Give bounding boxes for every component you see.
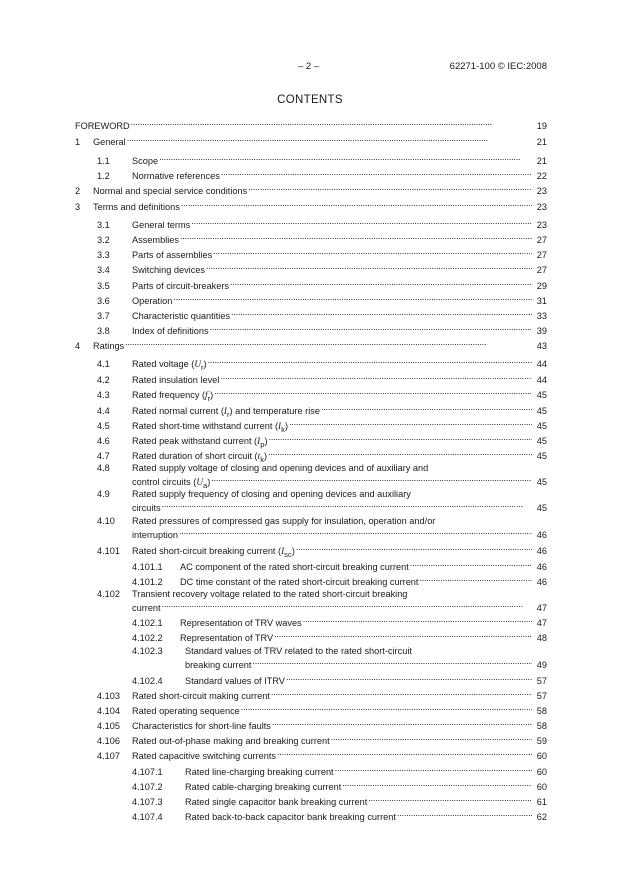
toc-entry[interactable]	[75, 543, 547, 560]
toc-entry[interactable]	[75, 308, 547, 322]
toc-entry[interactable]	[75, 168, 547, 182]
toc-entry[interactable]	[75, 809, 547, 823]
toc-entry[interactable]	[75, 387, 547, 404]
toc-title: Rated frequency (	[132, 390, 206, 400]
toc-page: 61	[536, 797, 547, 807]
toc-title: Parts of circuit-breakers	[132, 281, 230, 291]
toc-page: 29	[536, 281, 547, 291]
toc-title: Standard values of ITRV	[185, 676, 285, 686]
document-reference: 62271-100 © IEC:2008	[449, 61, 547, 72]
toc-entry[interactable]	[75, 372, 547, 386]
toc-number: 4.3	[97, 390, 110, 400]
toc-page: 46	[536, 562, 547, 572]
symbol: f	[205, 390, 208, 400]
toc-title: Representation of TRV	[180, 633, 274, 643]
toc-page: 58	[536, 706, 547, 716]
toc-title-suffix: )	[291, 546, 295, 556]
toc-number: 4.2	[97, 375, 110, 385]
toc-number: 4.107.1	[132, 767, 163, 777]
toc-title: Switching devices	[132, 265, 206, 275]
toc-number: 3.7	[97, 311, 110, 321]
toc-entry[interactable]	[75, 718, 547, 732]
toc-entry[interactable]	[75, 262, 547, 276]
toc-number: 4.102	[97, 589, 120, 599]
toc-number: 3.3	[97, 250, 110, 260]
toc-entry[interactable]	[75, 232, 547, 246]
subscript: a	[202, 480, 208, 490]
toc-title: AC component of the rated short-circuit breaking current	[180, 562, 409, 572]
toc-page: 45	[536, 503, 547, 513]
toc-page: 45	[536, 390, 547, 400]
toc-page: 47	[536, 603, 547, 613]
toc-number: 4.102.1	[132, 618, 163, 628]
toc-title: Rated line-charging breaking current	[185, 767, 334, 777]
toc-page: 46	[536, 546, 547, 556]
toc-number: 4.105	[97, 721, 120, 731]
toc-title: Rated short-circuit making current	[132, 691, 270, 701]
toc-number: 4.107	[97, 751, 120, 761]
toc-number: 3.6	[97, 296, 110, 306]
toc-number: 4.102.2	[132, 633, 163, 643]
toc-page: 27	[536, 265, 547, 275]
toc-number: 4.4	[97, 406, 110, 416]
toc-title: Rated out-of-phase making and breaking current	[132, 736, 330, 746]
symbol: U	[194, 359, 201, 369]
toc-title: Rated voltage (	[132, 359, 195, 369]
toc-title-suffix: )	[210, 390, 214, 400]
toc-title: Terms and definitions	[93, 202, 180, 212]
toc-number: 3.1	[97, 220, 110, 230]
toc-page: 47	[536, 618, 547, 628]
toc-entry[interactable]	[75, 646, 547, 671]
toc-page: 19	[536, 121, 547, 131]
toc-page: 33	[536, 311, 547, 321]
toc-title-suffix: )	[203, 359, 207, 369]
toc-page: 45	[536, 451, 547, 461]
toc-number: 2	[75, 186, 81, 196]
symbol: I	[257, 436, 261, 446]
toc-number: 4.102.4	[132, 676, 163, 686]
toc-page: 23	[536, 220, 547, 230]
toc-number: 3	[75, 202, 81, 212]
toc-number: 4.102.3	[132, 646, 163, 656]
toc-entry[interactable]	[75, 199, 547, 213]
subscript: r	[200, 362, 204, 372]
toc-number: 4.5	[97, 421, 110, 431]
toc-title-continued: breaking current	[185, 660, 252, 670]
toc-title: Parts of assemblies	[132, 250, 213, 260]
toc-entry[interactable]	[75, 323, 547, 337]
symbol: I	[223, 406, 227, 416]
toc-page: 48	[536, 633, 547, 643]
toc-entry[interactable]	[75, 574, 547, 588]
toc-page: 39	[536, 326, 547, 336]
toc-page: 45	[536, 406, 547, 416]
symbol: I	[278, 421, 282, 431]
subscript: k	[281, 424, 285, 434]
toc-page: 21	[536, 137, 547, 147]
toc-page: 60	[536, 767, 547, 777]
toc-title: Assemblies	[132, 235, 179, 245]
toc-number: 4.9	[97, 489, 110, 499]
toc-number: 3.8	[97, 326, 110, 336]
toc-page: 45	[536, 436, 547, 446]
toc-title-continued: control circuits (	[132, 477, 197, 487]
subscript: sc	[284, 549, 292, 559]
toc-page: 45	[536, 477, 547, 487]
toc-page: 49	[536, 660, 547, 670]
toc-title: Rated capacitive switching currents	[132, 751, 277, 761]
toc-number: 3.5	[97, 281, 110, 291]
toc-title-continued: interruption	[132, 530, 178, 540]
subscript: k	[260, 454, 265, 464]
toc-number: 4	[75, 341, 81, 351]
toc-page: 60	[536, 751, 547, 761]
toc-title: Normal and special service conditions	[93, 186, 248, 196]
toc-entry[interactable]	[75, 779, 547, 793]
symbol: t	[257, 451, 261, 461]
toc-entry[interactable]	[75, 559, 547, 573]
toc-number: 4.107.3	[132, 797, 163, 807]
toc-number: 4.103	[97, 691, 120, 701]
toc-entry[interactable]	[75, 489, 547, 514]
symbol: I	[281, 546, 285, 556]
toc-title: Rated supply frequency of closing and opening devices and auxiliary	[132, 489, 411, 499]
toc-page: 31	[536, 296, 547, 306]
toc-title: Rated normal current (	[132, 406, 224, 416]
toc-title: Rated short-circuit breaking current (	[132, 546, 282, 556]
toc-page: 22	[536, 171, 547, 181]
toc-entry[interactable]	[75, 247, 547, 261]
toc-entry[interactable]	[75, 153, 547, 167]
toc-number: 4.107.4	[132, 812, 163, 822]
toc-entry[interactable]	[75, 703, 547, 717]
toc-number: 4.10	[97, 516, 115, 526]
toc-page: 57	[536, 676, 547, 686]
toc-title: DC time constant of the rated short-circuit breaking current	[180, 577, 419, 587]
toc-page: 23	[536, 202, 547, 212]
toc-entry[interactable]	[75, 338, 547, 352]
toc-number: 4.7	[97, 451, 110, 461]
toc-number: 4.8	[97, 463, 110, 473]
page-title: CONTENTS	[277, 94, 343, 106]
toc-title: Normative references	[132, 171, 220, 181]
toc-title: FOREWORD	[75, 121, 130, 131]
toc-entry[interactable]	[75, 183, 547, 197]
toc-title: Ratings	[93, 341, 125, 351]
toc-entry[interactable]	[75, 589, 547, 614]
toc-entry[interactable]	[75, 516, 547, 541]
toc-page: 46	[536, 577, 547, 587]
toc-title: Rated back-to-back capacitor bank breaking current	[185, 812, 396, 822]
toc-title: General terms	[132, 220, 191, 230]
toc-entry[interactable]	[75, 733, 547, 747]
toc-page: 44	[536, 375, 547, 385]
toc-page: 60	[536, 782, 547, 792]
toc-number: 1	[75, 137, 81, 147]
toc-page: 45	[536, 421, 547, 431]
toc-number: 4.1	[97, 359, 110, 369]
symbol: U	[196, 477, 203, 487]
toc-title-suffix: )	[264, 436, 268, 446]
toc-entry[interactable]	[75, 118, 547, 132]
toc-number: 4.101	[97, 546, 120, 556]
toc-entry[interactable]	[75, 764, 547, 778]
toc-title-suffix: )	[284, 421, 288, 431]
toc-title: Index of definitions	[132, 326, 209, 336]
toc-title-continued: circuits	[132, 503, 161, 513]
toc-entry[interactable]	[75, 278, 547, 292]
toc-page: 57	[536, 691, 547, 701]
toc-title-continued: current	[132, 603, 161, 613]
toc-page: 62	[536, 812, 547, 822]
toc-title-suffix: ) and temperature rise	[229, 406, 320, 416]
toc-page: 27	[536, 235, 547, 245]
toc-title: Rated duration of short circuit (	[132, 451, 258, 461]
toc-title: Operation	[132, 296, 173, 306]
toc-entry[interactable]	[75, 134, 547, 148]
toc-number: 4.106	[97, 736, 120, 746]
toc-entry[interactable]	[75, 748, 547, 762]
toc-page: 59	[536, 736, 547, 746]
toc-page: 58	[536, 721, 547, 731]
toc-entry[interactable]	[75, 356, 547, 373]
toc-title: Rated peak withstand current (	[132, 436, 258, 446]
toc-title: Rated pressures of compressed gas supply for insulation, operation and/or	[132, 516, 436, 526]
toc-title: Rated insulation level	[132, 375, 220, 385]
toc-number: 4.107.2	[132, 782, 163, 792]
toc-title: Rated single capacitor bank breaking current	[185, 797, 368, 807]
toc-entry[interactable]	[75, 630, 547, 644]
toc-title: Rated operating sequence	[132, 706, 240, 716]
toc-entry[interactable]	[75, 217, 547, 231]
toc-number: 4.6	[97, 436, 110, 446]
toc-title-suffix: )	[264, 451, 268, 461]
toc-entry[interactable]	[75, 794, 547, 808]
toc-page: 43	[536, 341, 547, 351]
toc-page: 21	[536, 156, 547, 166]
toc-title: Transient recovery voltage related to the rated short-circuit breaking	[132, 589, 408, 599]
toc-title: Representation of TRV waves	[180, 618, 302, 628]
toc-title: Rated short-time withstand current (	[132, 421, 279, 431]
toc-title: Characteristic quantities	[132, 311, 231, 321]
toc-number: 3.4	[97, 265, 110, 275]
toc-title: Characteristics for short-line faults	[132, 721, 271, 731]
toc-entry[interactable]	[75, 293, 547, 307]
subscript: r	[226, 409, 230, 419]
page-number-header: – 2 –	[298, 61, 320, 72]
toc-entry[interactable]	[75, 688, 547, 702]
toc-number: 1.1	[97, 156, 110, 166]
toc-title: Scope	[132, 156, 159, 166]
toc-page: 44	[536, 359, 547, 369]
toc-title-suffix: )	[207, 477, 211, 487]
toc-number: 3.2	[97, 235, 110, 245]
toc-entry[interactable]	[75, 673, 547, 687]
toc-number: 1.2	[97, 171, 110, 181]
toc-entry[interactable]	[75, 615, 547, 629]
toc-title: Standard values of TRV related to the rated short-circuit	[185, 646, 412, 656]
subscript: r	[207, 393, 211, 403]
toc-title: Rated supply voltage of closing and opening devices and of auxiliary and	[132, 463, 429, 473]
toc-number: 4.101.2	[132, 577, 163, 587]
toc-title: General	[93, 137, 126, 147]
toc-page: 23	[536, 186, 547, 196]
toc-page: 46	[536, 530, 547, 540]
toc-number: 4.101.1	[132, 562, 163, 572]
toc-number: 4.104	[97, 706, 120, 716]
subscript: p	[260, 439, 265, 449]
toc-title: Rated cable-charging breaking current	[185, 782, 342, 792]
toc-page: 27	[536, 250, 547, 260]
toc-entry[interactable]	[75, 463, 547, 491]
